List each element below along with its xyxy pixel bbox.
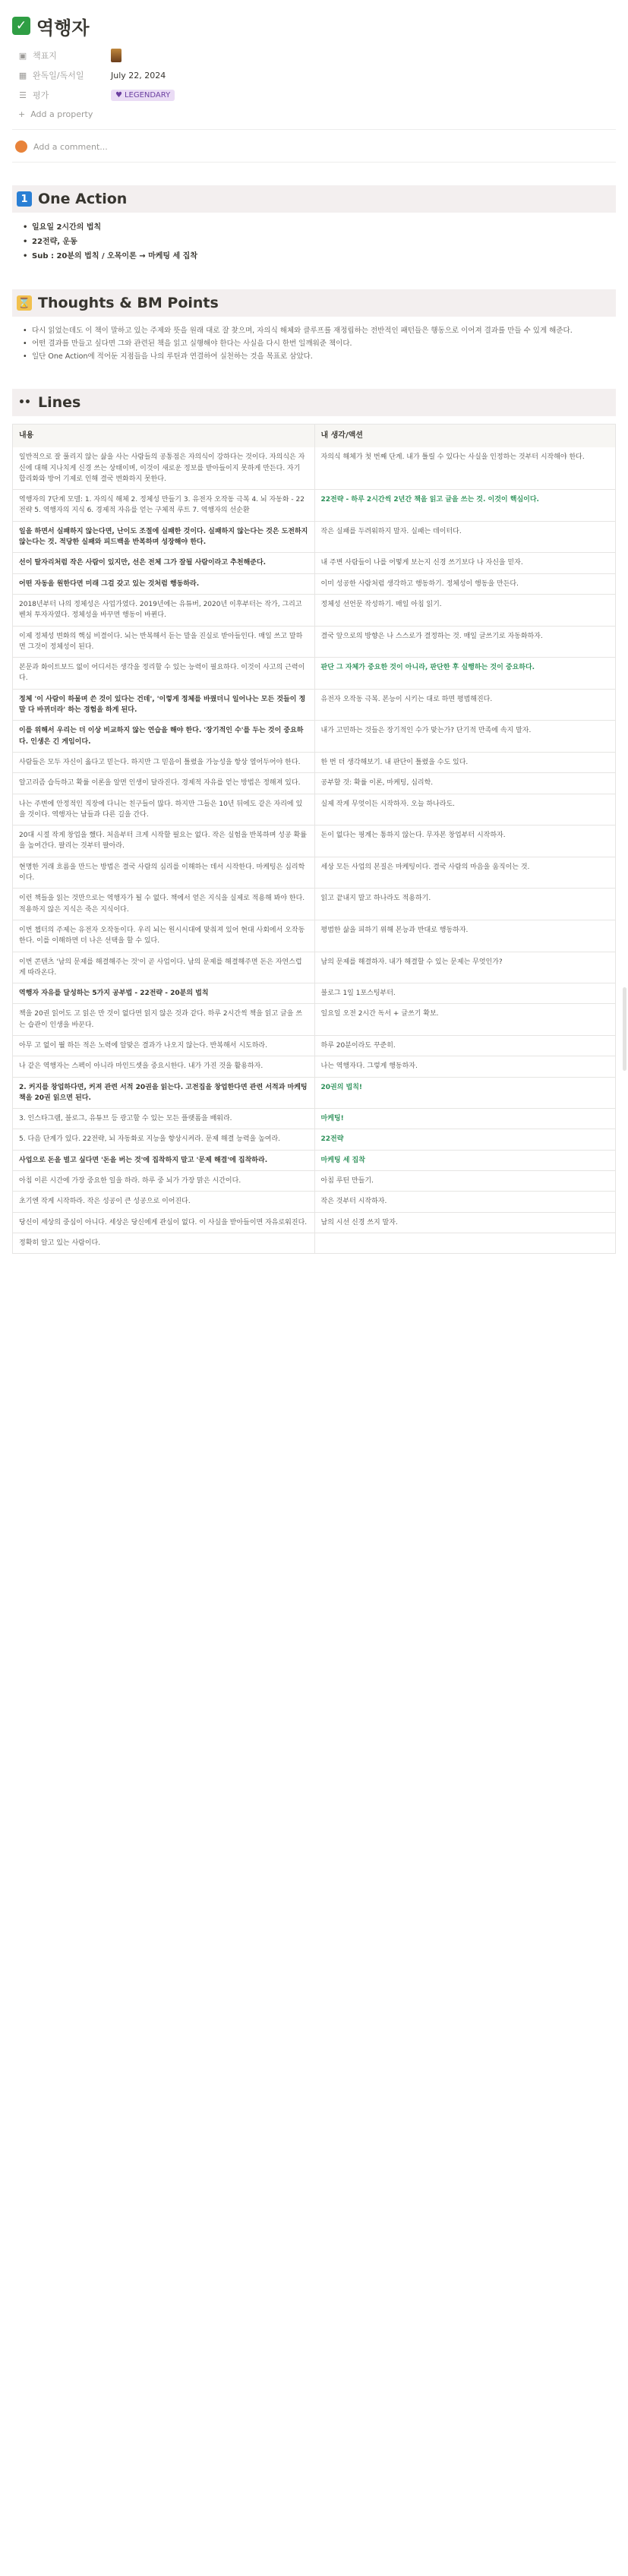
table-cell-note[interactable]: 정체성 선언문 작성하기. 매일 아침 읽기. [314, 595, 616, 626]
avatar [15, 140, 27, 153]
table-row [13, 952, 615, 983]
table-row [13, 1108, 615, 1129]
image-icon: ▣ [18, 50, 27, 61]
table-row [13, 1191, 615, 1211]
comment-placeholder[interactable]: Add a comment... [33, 141, 108, 152]
add-property-button[interactable]: + Add a property [18, 109, 93, 119]
one-action-list [12, 213, 616, 267]
table-row [13, 1056, 615, 1076]
table-cell-content[interactable]: 당신이 세상의 중심이 아니다. 세상은 당신에게 관심이 없다. 이 사실을 받아들이면 자유로워진다. [19, 1218, 308, 1226]
table-cell-note[interactable]: 내 주변 사람들이 나를 어떻게 보는지 신경 쓰기보다 나 자신을 믿자. [314, 553, 616, 573]
table-cell-content[interactable]: 20대 시절 작게 창업을 했다. 처음부터 크게 시작할 필요는 없다. 작은 실험을 반복하며 성공 확률을 높여간다. 팔리는 것부터 팔아라. [19, 832, 307, 851]
table-row [13, 857, 615, 889]
keycap-one-icon: 1 [17, 191, 32, 207]
property-key: 완독일/독서일 [33, 71, 84, 80]
table-cell-note[interactable]: 22전략 [314, 1129, 616, 1149]
table-row [13, 689, 615, 721]
table-header [13, 425, 615, 447]
list-item: • 22전략, 운동 [32, 235, 616, 249]
table-cell-content[interactable]: 일반적으로 잘 풀리지 않는 삶을 사는 사람들의 공통점은 자의식이 강하다는 것이다. 자의식은 자신에 대해 지나치게 신경 쓰는 상태이며, 이것이 새로운 정보를 받아들이지 못하게 만든다. 자기 합리화와 방어 기제로 인해 결국 변화하지 못한다. [19, 453, 305, 483]
property-date[interactable] [12, 65, 616, 85]
table-row [13, 1129, 615, 1149]
page-header [12, 0, 616, 39]
table-cell-content[interactable]: 사람들은 모두 자신이 옳다고 믿는다. 하지만 그 믿음이 틀렸을 가능성을 항상 열어두어야 한다. [19, 758, 301, 766]
table-cell-content[interactable]: 현명한 거래 흐름을 만드는 방법은 결국 사람의 심리를 이해하는 데서 시작한다. 마케팅은 심리학이다. [19, 863, 305, 882]
table-row [13, 1035, 615, 1056]
table-cell-content[interactable]: 어떤 자동을 원한다면 미래 그걸 갖고 있는 것처럼 행동하라. [19, 579, 200, 588]
table-cell-content[interactable]: 나 같은 역행자는 스펙이 아니라 마인드셋을 중요시한다. 내가 가진 것을 활용하자. [19, 1062, 264, 1071]
table-row [13, 825, 615, 857]
table-cell-content[interactable]: 이런 책들을 읽는 것만으로는 역행자가 될 수 없다. 책에서 얻은 지식을 실제로 적용해 봐야 한다. 적용하지 않은 지식은 죽은 지식이다. [19, 895, 305, 914]
add-comment[interactable] [12, 137, 616, 156]
table-cell-note[interactable]: 자의식 해체가 첫 번째 단계. 내가 틀릴 수 있다는 사실을 인정하는 것부터 시작해야 한다. [314, 447, 616, 489]
table-cell-note[interactable]: 실제 작게 무엇이든 시작하자. 오늘 하나라도. [314, 794, 616, 826]
section-title: Lines [38, 394, 81, 411]
column-header[interactable]: 내용 [13, 425, 314, 447]
table-cell-note[interactable]: 돈이 없다는 핑계는 통하지 않는다. 무자본 창업부터 시작하자. [314, 826, 616, 857]
hourglass-icon: ⌛ [17, 295, 32, 311]
table-cell-note[interactable]: 작은 것부터 시작하자. [314, 1192, 616, 1211]
list-item: • 다시 읽었는데도 이 책이 말하고 있는 주제와 뜻을 원래 대로 잘 찾으며, 자의식 해체와 클루프를 재정립하는 전반적인 패턴들은 행동으로 이어져 결과를 만들 수 있게 해준다. [32, 324, 616, 337]
table-row [13, 657, 615, 689]
list-item: • 어떤 결과를 만들고 싶다면 그와 관련된 책을 읽고 실행해야 한다는 사실을 다시 한번 일깨워준 책이다. [32, 337, 616, 350]
table-row [13, 521, 615, 553]
property-rating[interactable] [12, 85, 616, 105]
table-cell-content[interactable]: 3. 인스타그램, 블로그, 유튜브 등 광고할 수 있는 모든 플랫폼을 배워라. [19, 1115, 232, 1123]
section-lines [12, 389, 616, 416]
table-row [13, 552, 615, 573]
table-row [13, 772, 615, 793]
table-cell-content[interactable]: 나는 주변에 안정적인 직장에 다니는 친구들이 많다. 하지만 그들은 10년 뒤에도 같은 자리에 있을 것이다. 역행자는 남들과 다른 길을 간다. [19, 800, 303, 819]
table-row [13, 1212, 615, 1233]
table-cell-note[interactable]: 내가 고민하는 것들은 장기적인 수가 맞는가? 단기적 만족에 속지 말자. [314, 721, 616, 752]
dots-icon: •• [17, 395, 32, 410]
table-cell-content[interactable]: 알고리즘 습득하고 확률 이론을 알면 인생이 달라진다. 경제적 자유를 얻는 방법은 정해져 있다. [19, 779, 301, 788]
table-row [13, 626, 615, 658]
section-one-action [12, 185, 616, 213]
table-row [13, 594, 615, 626]
table-row [13, 489, 615, 521]
section-title: Thoughts & BM Points [38, 295, 219, 311]
table-cell-note[interactable]: 블로그 1일 1포스팅부터. [314, 983, 616, 1003]
table-row [13, 920, 615, 952]
scrollbar[interactable] [623, 987, 626, 1071]
table-cell-note[interactable]: 유전자 오작동 극복. 본능이 시키는 대로 하면 평범해진다. [314, 690, 616, 721]
section-thoughts [12, 289, 616, 317]
table-row [13, 1233, 615, 1253]
table-cell-note[interactable]: 일요일 오전 2시간 독서 + 글쓰기 확보. [314, 1004, 616, 1035]
table-cell-content[interactable]: 본문과 화이트보드 없이 어디서든 생각을 정리할 수 있는 능력이 필요하다. 이것이 사고의 근력이다. [19, 664, 305, 683]
table-cell-note[interactable]: 나는 역행자다. 그렇게 행동하자. [314, 1056, 616, 1076]
property-key: 책표지 [33, 51, 57, 61]
table-cell-content[interactable]: 책을 20권 읽어도 고 읽은 만 것이 없다면 읽지 않은 것과 같다. 하루 2시간씩 책을 읽고 글을 쓰는 습관이 인생을 바꾼다. [19, 1010, 302, 1029]
lines-table [12, 424, 616, 1254]
thoughts-list [12, 317, 616, 366]
book-cover-thumbnail[interactable] [111, 49, 121, 62]
table-row [13, 720, 615, 752]
section-title: One Action [38, 191, 128, 207]
table-cell-note[interactable]: 22전략 - 하루 2시간씩 2년간 책을 읽고 글을 쓰는 것. 이것이 핵심이다. [314, 490, 616, 521]
table-cell-content[interactable]: 아침 이른 시간에 가장 중요한 일을 하라. 하루 중 뇌가 가장 맑은 시간이다. [19, 1177, 241, 1185]
table-cell-content[interactable]: 일을 하면서 실패하지 않는다면, 난이도 조절에 실패한 것이다. 실패하지 않는다는 것은 도전하지 않는다는 것. 적당한 실패와 피드백을 반복하며 성장해야 한다. [19, 527, 308, 547]
table-row [13, 983, 615, 1003]
table-cell-note[interactable]: 하루 20분이라도 꾸준히. [314, 1036, 616, 1056]
table-cell-content[interactable]: 이제 정체성 변화의 핵심 비결이다. 뇌는 반복해서 듣는 말을 진실로 받아들인다. 매일 쓰고 말하면 그것이 정체성이 된다. [19, 632, 303, 651]
list-icon: ☰ [19, 90, 27, 100]
list-item: • 일단 One Action에 적어둔 지점들을 나의 루틴과 연결하여 실천하는 것을 목표로 삼았다. [32, 350, 616, 363]
properties [12, 46, 616, 123]
table-cell-note[interactable]: 이미 성공한 사람처럼 생각하고 행동하기. 정체성이 행동을 만든다. [314, 574, 616, 594]
table-row [13, 1003, 615, 1035]
table-row [13, 794, 615, 826]
table-cell-content[interactable]: 정체 '이 사람이 하물며 쓴 것이 있다는 건데', '이렇게 정체를 바꿨더니 일어나는 모든 것들이 정말 다 바뀌더라' 하는 경험을 하게 된다. [19, 695, 306, 715]
table-row [13, 752, 615, 772]
table-cell-content[interactable]: 초기엔 작게 시작하라. 작은 성공이 큰 성공으로 이어진다. [19, 1198, 191, 1206]
table-cell-note[interactable]: 마케팅! [314, 1109, 616, 1129]
table-cell-content[interactable]: 정확히 알고 있는 사람이다. [19, 1239, 101, 1247]
property-cover[interactable] [12, 46, 616, 65]
table-cell-note[interactable]: 공부할 것: 확률 이론, 마케팅, 심리학. [314, 773, 616, 793]
table-cell-content[interactable]: 이번 챕터의 주제는 유전자 오작동이다. 우리 뇌는 원시시대에 맞춰져 있어 현대 사회에서 오작동한다. 이를 이해하면 더 나은 선택을 할 수 있다. [19, 926, 305, 945]
table-cell-note[interactable]: 한 번 더 생각해보기. 내 판단이 틀렸을 수도 있다. [314, 753, 616, 772]
table-cell-note[interactable]: 남의 시선 신경 쓰지 말자. [314, 1213, 616, 1233]
check-icon: ✓ [12, 17, 30, 35]
table-cell-content[interactable]: 선이 탈자리처럼 작은 사람이 있지만, 선은 전체 그가 잘될 사람이라고 추천해준다. [19, 559, 267, 567]
calendar-icon: ▦ [18, 70, 27, 80]
heart-icon: ♥ [115, 90, 122, 99]
table-cell-note[interactable]: 20권의 법칙! [314, 1078, 616, 1109]
table-cell-content[interactable]: 아무 고 없이 뭘 하든 적은 노력에 알맞은 결과가 나오지 않는다. 반복해서 시도하라. [19, 1041, 267, 1050]
table-cell-note[interactable]: 평범한 삶을 피하기 위해 본능과 반대로 행동하자. [314, 920, 616, 952]
table-row [13, 447, 615, 489]
table-row [13, 1150, 615, 1170]
plus-icon: + [18, 109, 26, 119]
table-cell-note[interactable]: 세상 모든 사업의 본질은 마케팅이다. 결국 사람의 마음을 움직이는 것. [314, 857, 616, 889]
table-row [13, 1077, 615, 1109]
table-cell-note[interactable]: 읽고 끝내지 말고 하나라도 적용하기. [314, 889, 616, 920]
table-cell-content[interactable]: 사업으로 돈을 벌고 싶다면 '돈을 버는 것'에 집착하지 말고 '문제 해결'에 집착하라. [19, 1156, 268, 1164]
table-cell-note[interactable]: 판단 그 자체가 중요한 것이 아니라, 판단한 후 실행하는 것이 중요하다. [314, 658, 616, 689]
rating-tag[interactable]: ♥ LEGENDARY [111, 90, 175, 101]
table-cell-content[interactable]: 2018년부터 나의 정체성은 사업가였다. 2019년에는 유튜버, 2020년 이후부터는 작가, 그리고 벤처 투자자였다. 정체성을 바꾸면 행동이 바뀐다. [19, 600, 302, 620]
list-item: • 일요일 2시간의 법칙 [32, 220, 616, 235]
table-cell-content[interactable]: 이번 콘텐츠 '남의 문제를 해결해주는 것'이 곧 사업이다. 남의 문제를 해결해주면 돈은 자연스럽게 따라온다. [19, 958, 302, 977]
table-cell-content[interactable]: 5. 다음 단계가 있다. 22전략, 뇌 자동화로 지능을 향상시켜라. 문제 해결 능력을 높여라. [19, 1135, 281, 1144]
table-row [13, 1170, 615, 1191]
table-cell-content[interactable]: 2. 커지를 창업하다면, 커져 관련 서적 20권을 읽는다. 고전집을 창업한다면 관련 서적과 마케팅 책을 20권 읽으면 된다. [19, 1083, 308, 1102]
page-title[interactable]: 역행자 [36, 17, 90, 39]
table-cell-content[interactable]: 이를 위해서 우리는 더 이상 비교하지 않는 연습을 해야 한다. '장기적인 수'를 두는 것이 중요하다. 인생은 긴 게임이다. [19, 727, 304, 746]
property-key: 평가 [33, 90, 49, 100]
table-cell-content[interactable]: 역행자 자유를 달성하는 5가지 공부법 - 22전략 - 20분의 법칙 [19, 990, 209, 998]
divider [12, 162, 616, 163]
divider [12, 129, 616, 130]
table-row [13, 888, 615, 920]
column-header[interactable]: 내 생각/액션 [314, 425, 616, 447]
table-cell-note[interactable]: 남의 문제를 해결하자. 내가 해결할 수 있는 문제는 무엇인가? [314, 952, 616, 983]
table-cell-note[interactable]: 결국 앞으로의 방향은 나 스스로가 결정하는 것. 매일 글쓰기로 자동화하자. [314, 627, 616, 658]
table-cell-note[interactable]: 아침 루틴 만들기. [314, 1171, 616, 1191]
list-item: • Sub : 20분의 법칙 / 오목이론 → 마케팅 세 집착 [32, 249, 616, 264]
table-row [13, 573, 615, 594]
table-cell-note[interactable]: 작은 실패를 두려워하지 말자. 실패는 데이터다. [314, 522, 616, 553]
property-value[interactable]: July 22, 2024 [111, 70, 166, 80]
table-body [13, 447, 615, 1253]
table-cell-content[interactable]: 역행자의 7단계 모델: 1. 자의식 해체 2. 정체성 만들기 3. 유전자 오작동 극복 4. 뇌 자동화 - 22전략 5. 역행자의 지식 6. 경제적 자유를 얻는 구체적 루트 7. 역행자의 선순환 [19, 496, 305, 515]
table-cell-note[interactable] [314, 1233, 616, 1253]
table-cell-note[interactable]: 마케팅 세 집착 [314, 1151, 616, 1170]
